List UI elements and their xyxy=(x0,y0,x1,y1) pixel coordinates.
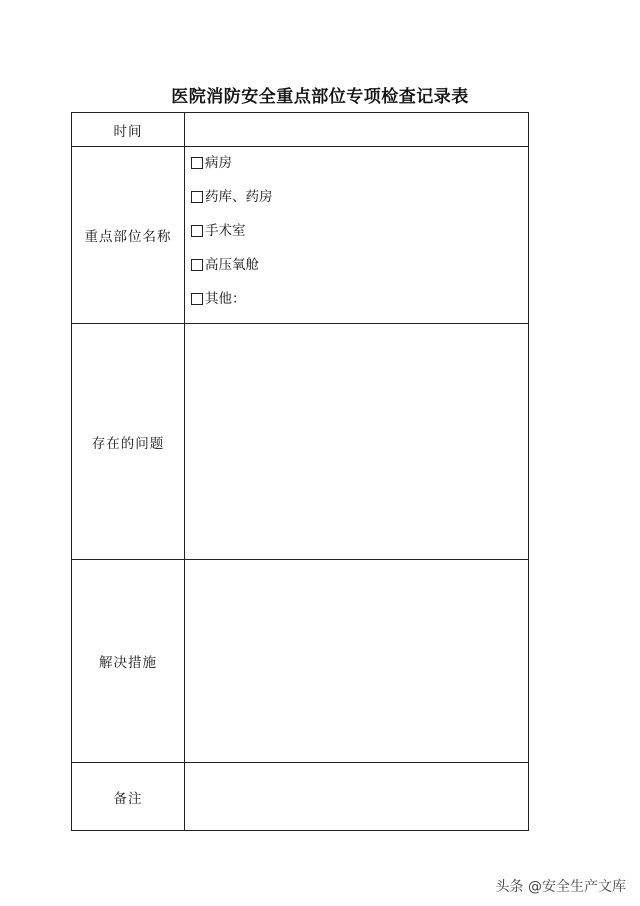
problems-label: 存在的问题 xyxy=(72,324,185,560)
measures-row xyxy=(72,560,529,763)
problems-value-cell[interactable] xyxy=(185,324,529,560)
checkbox-icon[interactable] xyxy=(191,191,203,203)
option-other[interactable] xyxy=(191,289,528,323)
option-label: 病房 xyxy=(205,155,232,171)
remarks-row xyxy=(72,763,529,831)
option-label: 高压氧舱 xyxy=(205,257,259,273)
option-ward[interactable] xyxy=(191,153,528,187)
option-label: 药库、药房 xyxy=(205,189,273,205)
location-options-cell xyxy=(185,147,529,324)
time-label: 时间 xyxy=(72,113,185,147)
time-row xyxy=(72,113,529,147)
problems-row xyxy=(72,324,529,560)
watermark-text: 头条 @安全生产文库 xyxy=(495,879,626,895)
option-label: 手术室 xyxy=(205,223,246,239)
remarks-value-cell[interactable] xyxy=(185,763,529,831)
checkbox-icon[interactable] xyxy=(191,259,203,271)
checkbox-icon[interactable] xyxy=(191,157,203,169)
time-value-cell[interactable] xyxy=(185,113,529,147)
option-hyperbaric-chamber[interactable] xyxy=(191,255,528,289)
checkbox-icon[interactable] xyxy=(191,225,203,237)
option-label: 其他： xyxy=(205,291,246,307)
location-label: 重点部位名称 xyxy=(72,147,185,324)
measures-value-cell[interactable] xyxy=(185,560,529,763)
remarks-label: 备注 xyxy=(72,763,185,831)
option-pharmacy[interactable] xyxy=(191,187,528,221)
location-row xyxy=(72,147,529,324)
inspection-record-table xyxy=(71,112,529,831)
document-title: 医院消防安全重点部位专项检查记录表 xyxy=(171,87,469,107)
measures-label: 解决措施 xyxy=(72,560,185,763)
checkbox-icon[interactable] xyxy=(191,293,203,305)
option-operating-room[interactable] xyxy=(191,221,528,255)
